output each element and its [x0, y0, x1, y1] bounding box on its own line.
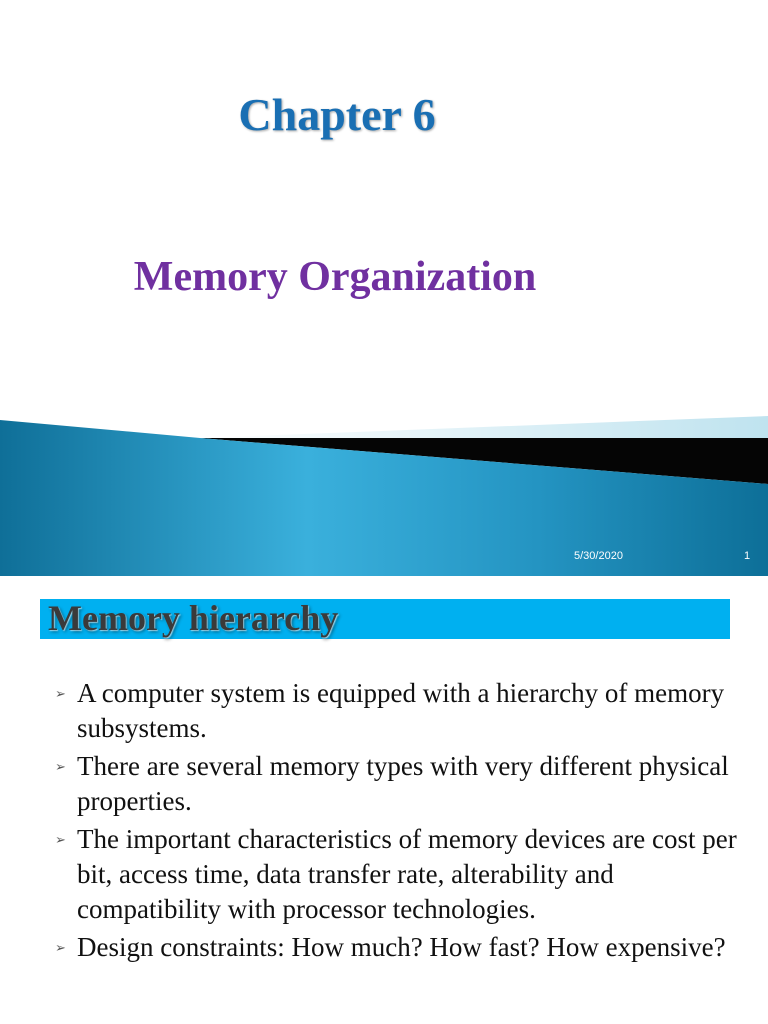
slide-title: Chapter 6	[238, 89, 436, 140]
arrow-bullet-icon: ➢	[55, 687, 66, 702]
list-item	[50, 822, 740, 927]
slide-heading: Memory hierarchy	[48, 598, 339, 638]
list-item	[50, 676, 740, 746]
page-number: 1	[744, 550, 751, 562]
bullet-text: A computer system is equipped with a hierarchy of memory subsystems.	[77, 678, 725, 743]
slide-subtitle: Memory Organization	[133, 254, 537, 300]
heading-bar	[40, 599, 730, 639]
list-item	[50, 930, 740, 965]
bullet-text: There are several memory types with very different physical properties.	[77, 751, 729, 816]
footer-date: 5/30/2020	[574, 550, 623, 562]
arrow-bullet-icon: ➢	[55, 760, 66, 775]
content-slide	[0, 576, 768, 1024]
bullet-text: Design constraints: How much? How fast? How expensive?	[77, 932, 726, 962]
arrow-bullet-icon: ➢	[55, 941, 66, 956]
bullet-list	[50, 676, 740, 968]
decorative-swoosh-banner	[0, 410, 768, 576]
list-item	[50, 749, 740, 819]
bullet-text: The important characteristics of memory devices are cost per bit, access time, data transfer rate, alterability and compatibility with processor technologies.	[77, 824, 737, 924]
arrow-bullet-icon: ➢	[55, 833, 66, 848]
